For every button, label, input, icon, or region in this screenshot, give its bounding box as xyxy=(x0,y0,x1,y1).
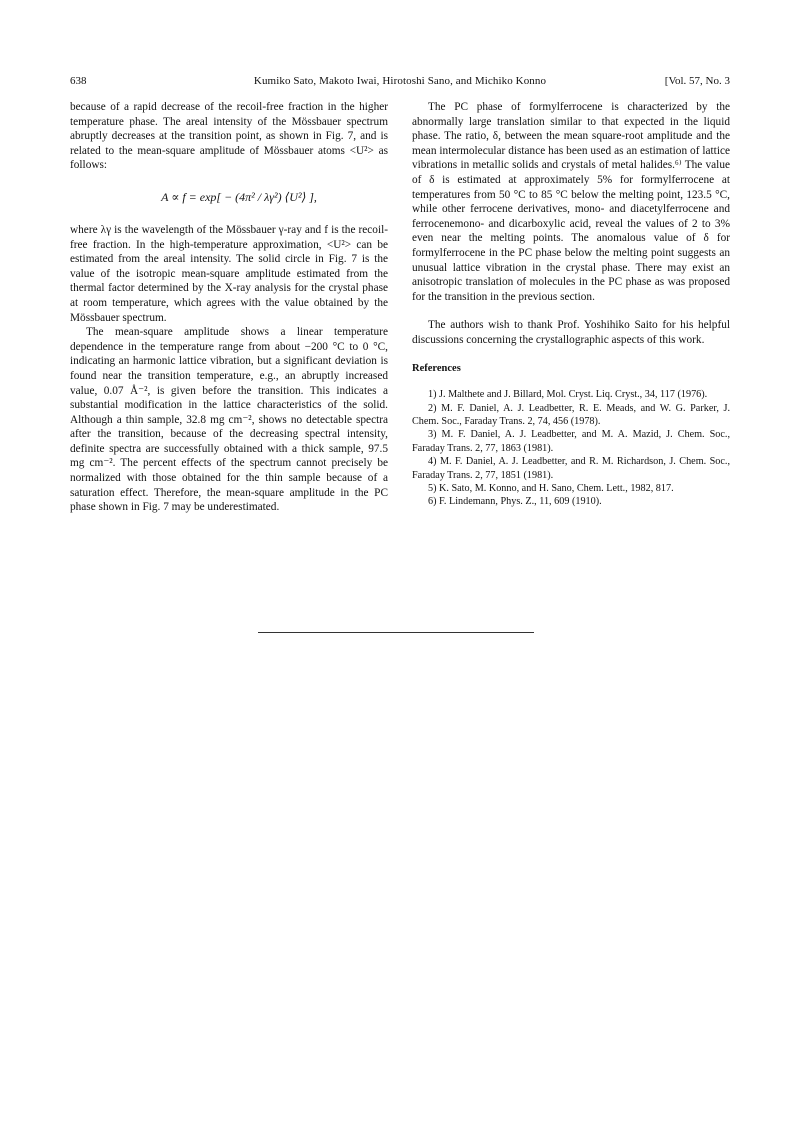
running-header-authors: Kumiko Sato, Makoto Iwai, Hirotoshi Sano, and Michiko Konno xyxy=(253,75,547,87)
reference-item: 6) F. Lindemann, Phys. Z., 11, 609 (1910). xyxy=(428,496,602,508)
references-heading: References xyxy=(412,362,461,374)
end-rule xyxy=(258,632,534,633)
right-column xyxy=(412,100,730,509)
acknowledgement: The authors wish to thank Prof. Yoshihiko Saito for his helpful discussions concerning the crystallographic aspects of this work. xyxy=(412,319,730,346)
volume-issue: [Vol. 57, No. 3 xyxy=(664,75,730,87)
paragraph: The mean-square amplitude shows a linear temperature dependence in the temperature range from about −200 °C to 0 °C, indicating an harmonic lattice vibration, but a significant deviation is found near the transition temperature, e.g., an abruptly increased value, 0.07 Å⁻², is given before the transition. This indicates a substantial modification in the lattice characteristics of the solid. Although a thin sample, 32.8 mg cm⁻², shows no detectable spectra after the transition, because of the decreasing spectral intensity, definite spectra are successfully obtained with a thick sample, 97.5 mg cm⁻². The percent effects of the spectrum cannot precisely be normalized with those obtained for the thin sample because of a saturation effect. Therefore, the mean-square amplitude in the PC phase shown in Fig. 7 may be underestimated. xyxy=(70,326,388,514)
page-number: 638 xyxy=(70,75,87,87)
reference-item: 1) J. Malthete and J. Billard, Mol. Cryst. Liq. Cryst., 34, 117 (1976). xyxy=(428,389,708,401)
reference-item: 4) M. F. Daniel, A. J. Leadbetter, and R. M. Richardson, J. Chem. Soc., Faraday Trans. 2, 77, 1851 (1981). xyxy=(412,456,730,481)
reference-item: 2) M. F. Daniel, A. J. Leadbetter, R. E. Meads, and W. G. Parker, J. Chem. Soc., Faraday Trans. 2, 74, 456 (1978). xyxy=(412,402,730,427)
left-column xyxy=(70,100,388,515)
reference-list xyxy=(412,388,730,509)
reference-item: 3) M. F. Daniel, A. J. Leadbetter, and M. A. Mazid, J. Chem. Soc., Faraday Trans. 2, 77, 1863 (1981). xyxy=(412,429,730,454)
equation: A ∝ f = exp[ − (4π² / λγ²) ⟨U²⟩ ], xyxy=(161,189,317,204)
paragraph: The PC phase of formylferrocene is characterized by the abnormally large translation similar to that expected in the liquid phase. The ratio, δ, between the mean square-root amplitude and the mean intermolecular distance has been used as an estimation of lattice vibrations in metallic solids and crystals of metal halides.⁶⁾ The value of δ is estimated at approximately 5% for formylferrocene at temperatures from 50 °C to 85 °C below the melting point, 123.5 °C, while other ferrocene derivatives, mono- and diacetylferrocene and ferrocenemono- and dicarboxylic acid, reveal the values of 2 to 3% even near the melting points. The anomalous value of δ for formylferrocene in the PC phase below the melting point suggests an unusual lattice vibration in the crystal phase. There may exist an anisotropic translation of molecules in the PC phase as was proposed for the transition in the previous section. xyxy=(412,101,730,303)
paragraph: where λγ is the wavelength of the Mössbauer γ-ray and f is the recoil-free fraction. In the high-temperature approximation, <U²> can be estimated from the areal intensity. The solid circle in Fig. 7 is the value of the isotropic mean-square amplitude estimated from the thermal factor determined by the X-ray analysis for the crystal phase at room temperature, which agrees with the value obtained by the Mössbauer spectrum. xyxy=(70,223,388,324)
paragraph: because of a rapid decrease of the recoil-free fraction in the higher temperature phase. The areal intensity of the Mössbauer spectrum abruptly decreases at the transition point, as shown in Fig. 7, and is related to the mean-square amplitude of Mössbauer atoms <U²> as follows: xyxy=(70,101,388,172)
running-header xyxy=(70,74,730,88)
reference-item: 5) K. Sato, M. Konno, and H. Sano, Chem. Lett., 1982, 817. xyxy=(428,482,674,494)
